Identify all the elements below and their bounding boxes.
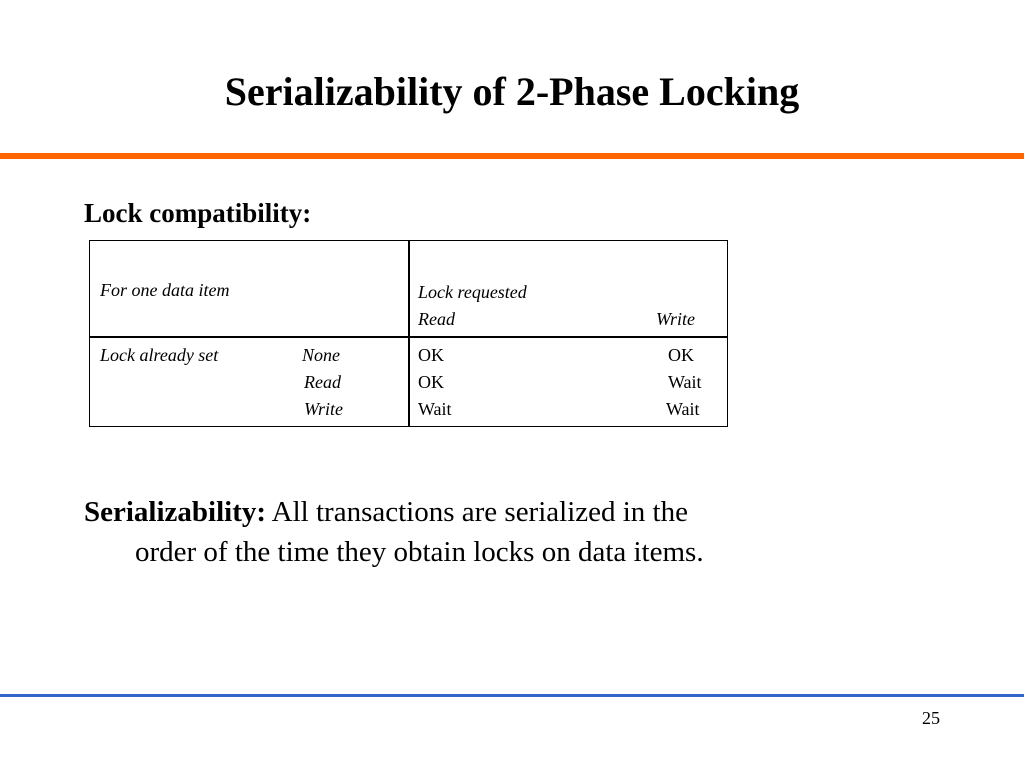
section-heading: Lock compatibility: (84, 198, 312, 228)
paragraph-line-1: All transactions are serialized in the (266, 496, 688, 528)
lock-requested-label: Lock requested (418, 282, 527, 302)
serializability-paragraph (84, 492, 844, 572)
cell-read-write: Wait (668, 372, 702, 392)
row-label-read: Read (304, 372, 341, 392)
cell-read-read: OK (418, 372, 444, 392)
cell-none-write: OK (668, 345, 694, 365)
paragraph-label: Serializability: (84, 496, 267, 528)
column-header-read: Read (418, 309, 455, 329)
cell-write-read: Wait (418, 399, 452, 419)
lock-compatibility-table (89, 240, 728, 427)
paragraph-line-2: order of the time they obtain locks on data items. (135, 536, 704, 568)
row-label-write: Write (304, 399, 343, 419)
slide-title: Serializability of 2-Phase Locking (224, 69, 800, 114)
row-group-label: Lock already set (100, 345, 219, 365)
page-number: 25 (922, 708, 940, 728)
row-label-none: None (302, 345, 340, 365)
title-divider (0, 153, 1024, 159)
cell-none-read: OK (418, 345, 444, 365)
column-header-write: Write (656, 309, 695, 329)
cell-write-write: Wait (666, 399, 700, 419)
table-row-divider (90, 336, 727, 338)
table-corner-label: For one data item (100, 280, 230, 300)
table-column-divider (408, 241, 410, 426)
footer-divider (0, 694, 1024, 697)
